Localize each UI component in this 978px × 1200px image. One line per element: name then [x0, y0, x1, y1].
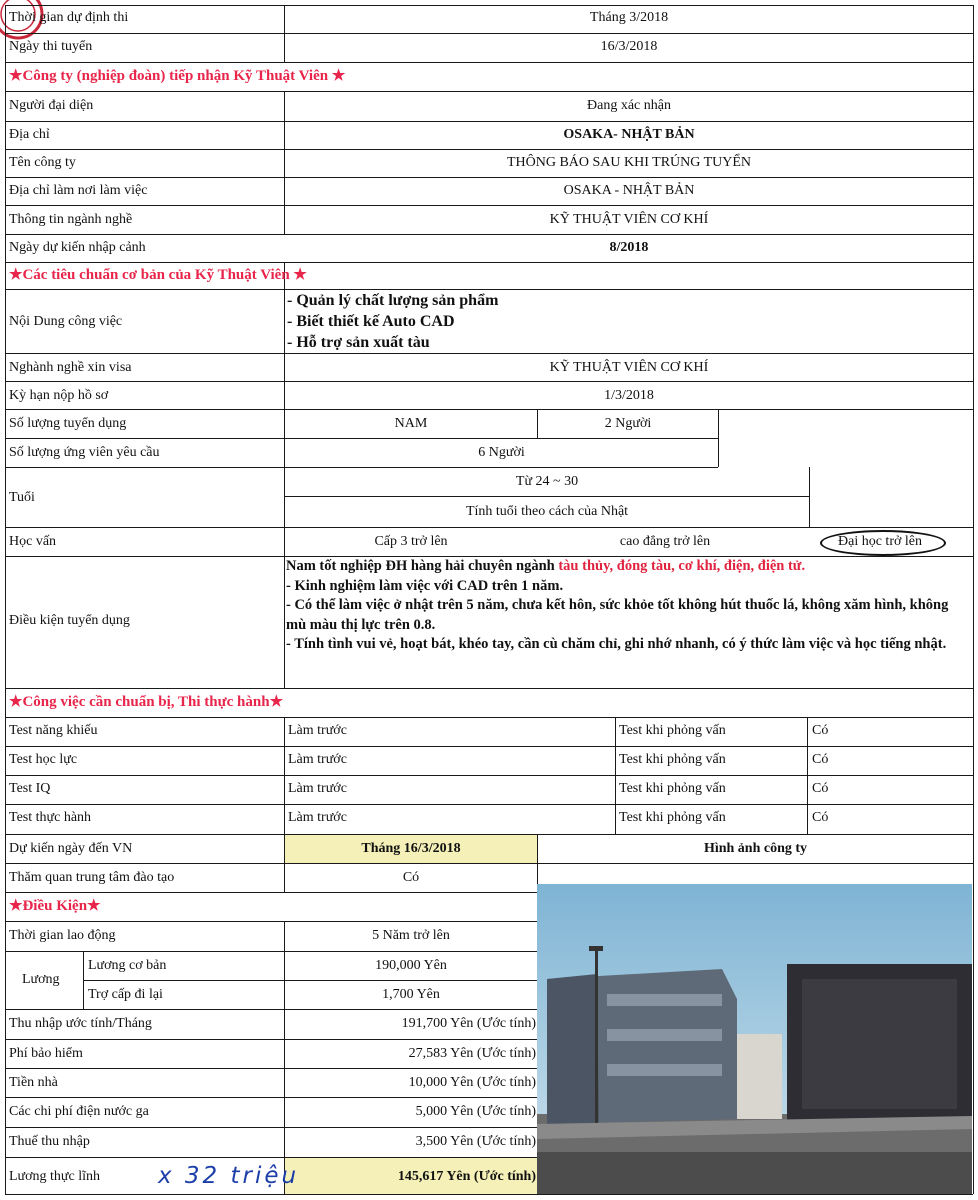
housing-value: 10,000 Yên (Ước tính) — [408, 1075, 536, 1090]
conditions-majors: tàu thủy, đóng tàu, cơ khí, điện, điện tử. — [558, 558, 806, 574]
insurance-value: 27,583 Yên (Ước tính) — [408, 1046, 536, 1061]
utilities-label: Các chi phí điện nước ga — [9, 1104, 149, 1119]
deadline-label: Kỳ hạn nộp hồ sơ — [9, 388, 109, 403]
age-label: Tuổi — [9, 490, 35, 505]
conditions-line-4: - Tính tình vui vẻ, hoạt bát, khéo tay, cần cù chăm chỉ, ghi nhớ nhanh, có ý thức làm việc và học tiếng nhật. — [286, 636, 947, 652]
tax-label: Thuế thu nhập — [9, 1134, 90, 1149]
conditions-text — [286, 557, 972, 655]
utilities-value: 5,000 Yên (Ước tính) — [415, 1104, 536, 1119]
address-label: Địa chỉ — [9, 127, 50, 142]
recruit-count: 2 Người — [604, 416, 652, 431]
recruit-gender: NAM — [394, 416, 428, 431]
conditions-label: Điều kiện tuyển dụng — [9, 613, 130, 628]
income-value: 191,700 Yên (Ước tính) — [401, 1016, 536, 1031]
conditions-line-2: - Kinh nghiệm làm việc với CAD trên 1 năm. — [286, 577, 564, 594]
section-terms-heading: ★Điều Kiện★ — [9, 898, 101, 914]
exam-date-value: 16/3/2018 — [600, 39, 658, 54]
work-period-value: 5 Năm trở lên — [372, 928, 450, 943]
housing-label: Tiền nhà — [9, 1075, 58, 1090]
exam-time-value: Tháng 3/2018 — [589, 10, 669, 25]
base-salary-label: Lương cơ bản — [88, 958, 167, 973]
test-answer: Có — [812, 810, 829, 825]
visa-label: Nghành nghề xin visa — [9, 360, 132, 375]
test-name: Test thực hành — [9, 810, 92, 825]
selected-education-circle — [820, 530, 946, 556]
section-company-heading: ★Công ty (nghiệp đoàn) tiếp nhận Kỹ Thuật Viên ★ — [9, 68, 346, 84]
education-option-1: Cấp 3 trở lên — [374, 534, 448, 549]
test-when: Làm trước — [288, 810, 347, 825]
education-option-3: Đại học trở lên — [838, 534, 922, 549]
test-answer: Có — [812, 781, 829, 796]
industry-value: KỸ THUẬT VIÊN CƠ KHÍ — [549, 212, 709, 227]
test-answer: Có — [812, 723, 829, 738]
arrival-value: Tháng 16/3/2018 — [361, 841, 461, 856]
work-address-value: OSAKA - NHẬT BẢN — [563, 183, 695, 198]
test-interview: Test khi phỏng vấn — [619, 752, 726, 767]
travel-allowance-value: 1,700 Yên — [382, 987, 440, 1002]
section-prepare-heading: ★Công việc cần chuẩn bị, Thi thực hành★ — [9, 694, 284, 710]
exam-time-label: Thời gian dự định thi — [9, 10, 129, 25]
section-standard-heading: ★Các tiêu chuẩn cơ bản của Kỹ Thuật Viên ★ — [9, 267, 307, 283]
test-when: Làm trước — [288, 723, 347, 738]
net-salary-value: 145,617 Yên (Ước tính) — [397, 1169, 536, 1184]
candidates-value: 6 Người — [478, 445, 525, 460]
rep-value: Đang xác nhận — [587, 98, 671, 113]
visit-label: Thăm quan trung tâm đào tạo — [9, 870, 175, 885]
income-label: Thu nhập ước tính/Tháng — [9, 1016, 152, 1031]
test-name: Test năng khiếu — [9, 723, 98, 738]
company-name-label: Tên công ty — [9, 155, 76, 170]
entry-date-value: 8/2018 — [609, 240, 649, 255]
test-name: Test IQ — [9, 781, 51, 796]
education-label: Học vấn — [9, 534, 57, 549]
test-when: Làm trước — [288, 781, 347, 796]
company-name-value: THÔNG BÁO SAU KHI TRÚNG TUYỂN — [506, 155, 752, 170]
candidates-label: Số lượng ứng viên yêu cầu — [9, 445, 160, 460]
age-range: Từ 24 ~ 30 — [515, 474, 579, 489]
recruit-label: Số lượng tuyển dụng — [9, 416, 127, 431]
work-period-label: Thời gian lao động — [9, 928, 116, 943]
test-interview: Test khi phỏng vấn — [619, 723, 726, 738]
test-name: Test học lực — [9, 752, 78, 767]
net-salary-label: Lương thực lĩnh — [9, 1169, 101, 1184]
arrival-label: Dự kiến ngày đến VN — [9, 841, 133, 856]
insurance-label: Phí bảo hiểm — [9, 1046, 83, 1061]
salary-label: Lương — [22, 972, 60, 987]
test-when: Làm trước — [288, 752, 347, 767]
exam-date-label: Ngày thi tuyển — [9, 39, 93, 54]
conditions-line-3: - Có thể làm việc ở nhật trên 5 năm, chưa kết hôn, sức khỏe tốt không hút thuốc lá, không xăm hình, không mù màu thị lực trên 0.8. — [286, 597, 949, 633]
base-salary-value: 190,000 Yên — [375, 958, 447, 973]
deadline-value: 1/3/2018 — [604, 388, 654, 403]
visit-value: Có — [402, 870, 420, 885]
rep-label: Người đại diện — [9, 98, 94, 113]
job-content-item: - Quản lý chất lượng sản phẩm — [287, 292, 499, 309]
test-interview: Test khi phỏng vấn — [619, 810, 726, 825]
education-option-2: cao đẳng trở lên — [619, 534, 711, 549]
test-answer: Có — [812, 752, 829, 767]
address-value: OSAKA- NHẬT BẢN — [563, 127, 695, 142]
conditions-line-1: Nam tốt nghiệp ĐH hàng hải chuyên ngành — [286, 558, 559, 574]
entry-date-label: Ngày dự kiến nhập cảnh — [9, 240, 146, 255]
age-note: Tính tuổi theo cách của Nhật — [465, 504, 629, 519]
job-content-item: - Hỗ trợ sản xuất tàu — [287, 334, 430, 351]
company-photo — [537, 884, 972, 1194]
work-address-label: Địa chỉ làm nơi làm việc — [9, 183, 148, 198]
tax-value: 3,500 Yên (Ước tính) — [415, 1134, 536, 1149]
job-content-item: - Biết thiết kế Auto CAD — [287, 313, 455, 330]
industry-label: Thông tin ngành nghề — [9, 212, 133, 227]
travel-allowance-label: Trợ cấp đi lại — [88, 987, 163, 1002]
job-content-label: Nội Dung công việc — [9, 314, 123, 329]
test-interview: Test khi phỏng vấn — [619, 781, 726, 796]
handwritten-note: x 32 triệu — [158, 1163, 300, 1189]
photo-title: Hình ảnh công ty — [703, 841, 808, 856]
visa-value: KỸ THUẬT VIÊN CƠ KHÍ — [549, 360, 709, 375]
